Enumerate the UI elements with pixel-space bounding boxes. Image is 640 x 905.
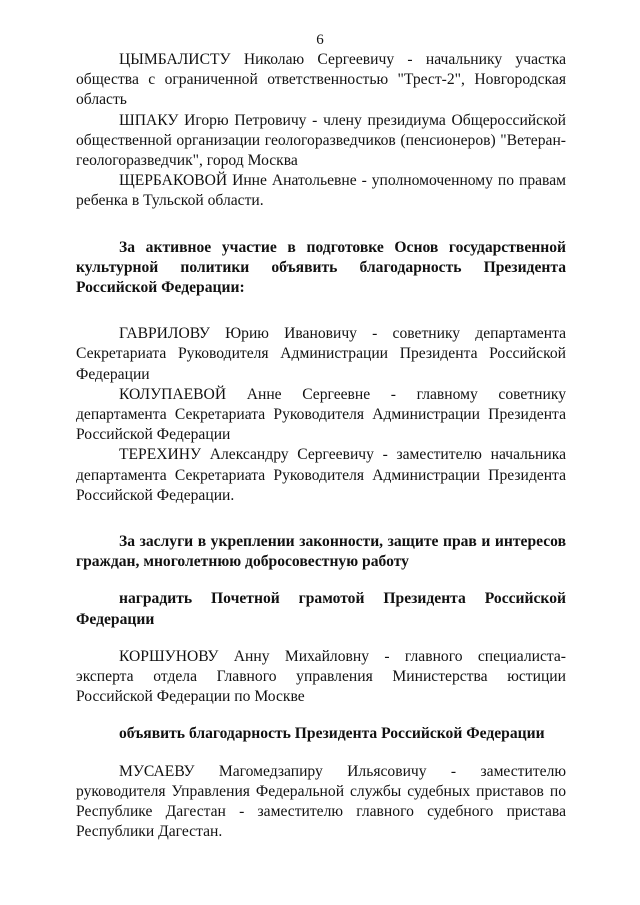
award-entry-scherbakova: ЩЕРБАКОВОЙ Инне Анатольевне - уполномоченному по правам ребенка в Тульской области. (76, 172, 566, 210)
award-entry-shpak: ШПАКУ Игорю Петровичу - члену президиума Общероссийской общественной организации геологоразведчиков (пенсионеров) "Ветеран-геологоразведчик", город Москва (76, 111, 566, 170)
section-heading-legality: За заслуги в укреплении законности, защите прав и интересов граждан, многолетнюю добросовестную работу (76, 533, 566, 571)
award-entry-kolupaeva: КОЛУПАЕВОЙ Анне Сергеевне - главному советнику департамента Секретариата Руководителя Администрации Президента Российской Федерации (76, 385, 566, 444)
award-entry-gavrilov: ГАВРИЛОВУ Юрию Ивановичу - советнику департамента Секретариата Руководителя Администрации Президента Российской Федерации (76, 325, 566, 383)
award-entry-korshunova: КОРШУНОВУ Анну Михайловну - главного специалиста-эксперта отдела Главного управления Министерства юстиции Российской Федерации по Москве (76, 647, 566, 706)
section-heading-gratitude: объявить благодарность Президента Российской Федерации (119, 725, 545, 743)
award-entry-terekhin: ТЕРЕХИНУ Александру Сергеевичу - заместителю начальника департамента Секретариата Руководителя Администрации Президента Российской Федерации. (76, 446, 566, 504)
document-body (76, 50, 566, 843)
page-number: 6 (316, 32, 324, 48)
section-heading-diploma: наградить Почетной грамотой Президента Российской Федерации (76, 590, 566, 628)
award-entry-musaev: МУСАЕВУ Магомедзапиру Ильясовичу - заместителю руководителя Управления Федеральной службы судебных приставов по Республике Дагестан - заместителю главного судебного пристава Республики Дагестан. (76, 762, 566, 841)
award-entry-tsymbalist: ЦЫМБАЛИСТУ Николаю Сергеевичу - начальнику участка общества с ограниченной ответственностью "Трест-2", Новгородская область (76, 51, 566, 109)
section-heading-culture-policy: За активное участие в подготовке Основ государственной культурной политики объявить благодарность Президента Российской Федерации: (76, 238, 566, 297)
